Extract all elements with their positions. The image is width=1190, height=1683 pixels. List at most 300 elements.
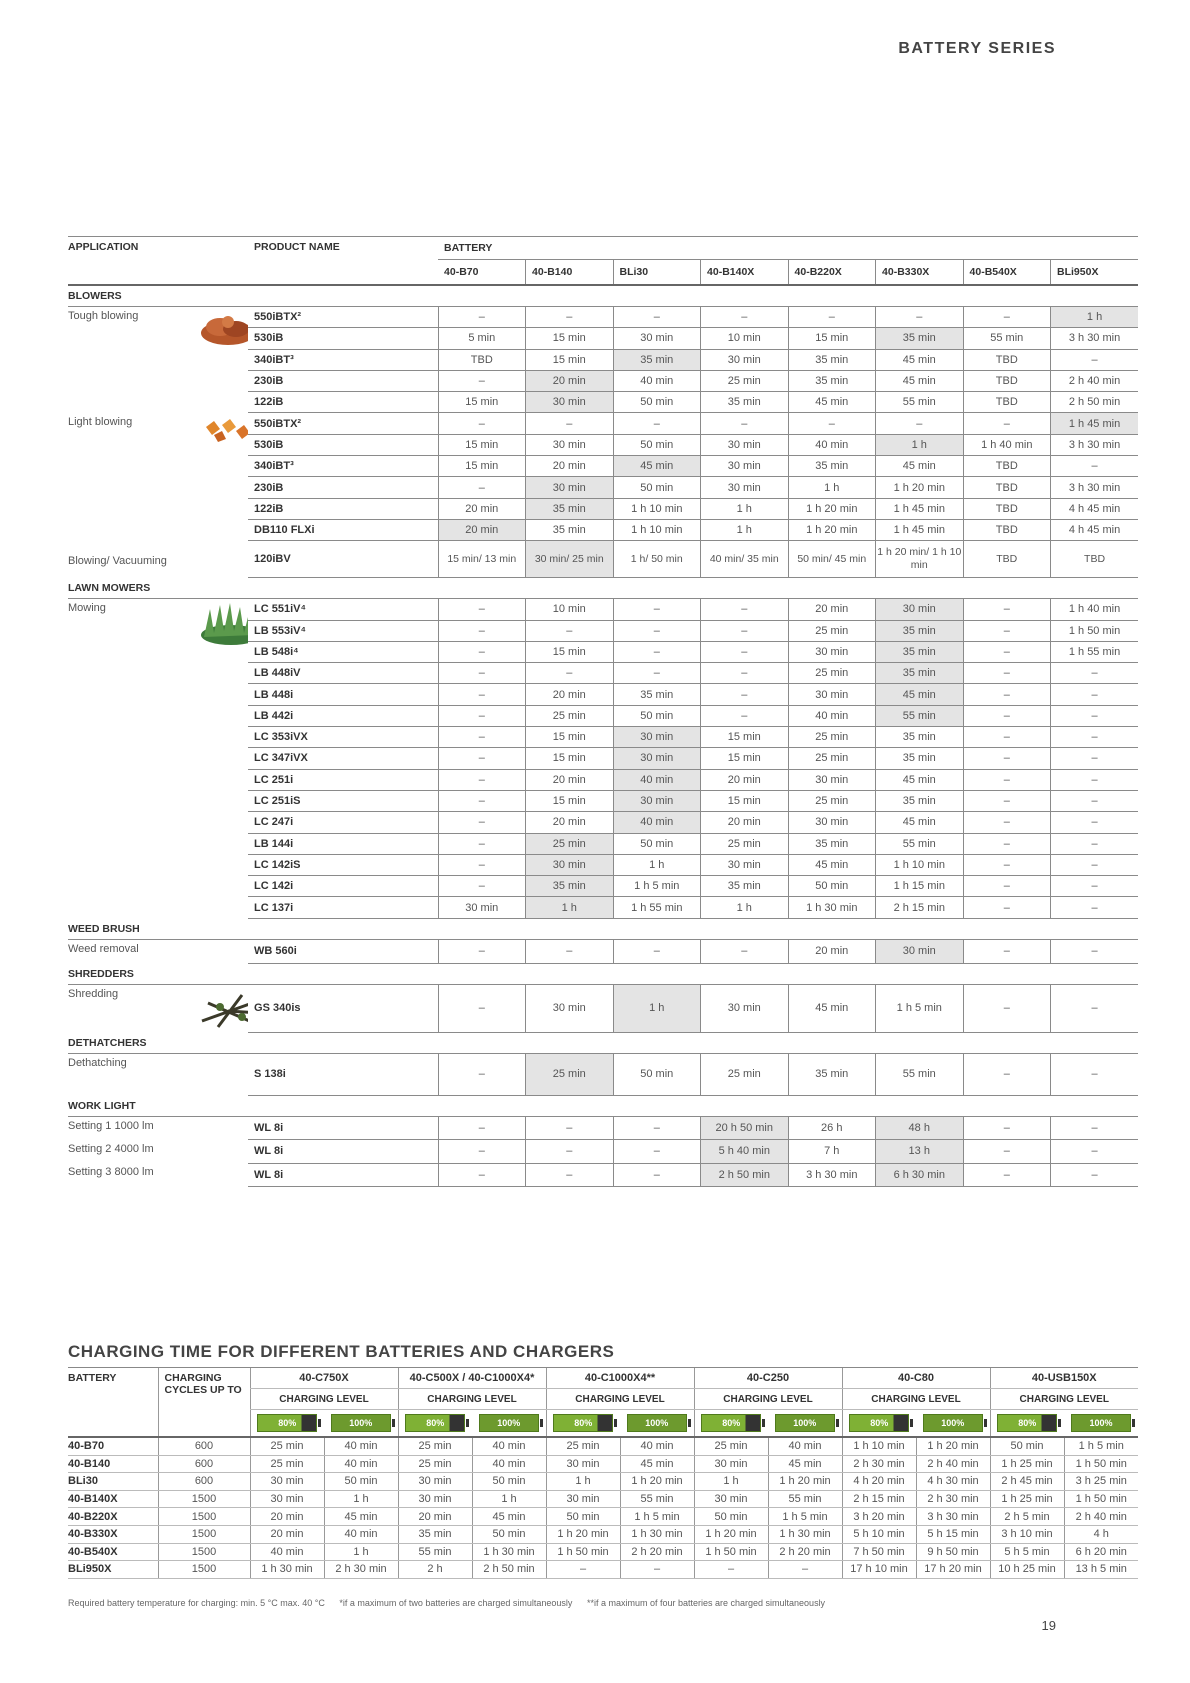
- product-row: [68, 984, 1138, 1032]
- runtime-value: 45 min: [788, 854, 876, 875]
- product-name: 530iB: [248, 328, 438, 349]
- runtime-value: –: [1051, 1053, 1139, 1095]
- battery-header: 40-B540X: [963, 260, 1051, 286]
- product-name: WB 560i: [248, 939, 438, 963]
- charging-time: 45 min: [768, 1455, 842, 1473]
- charging-time: 30 min: [546, 1455, 620, 1473]
- col-battery: BATTERY: [68, 1368, 158, 1438]
- runtime-value: 1 h 45 min: [876, 498, 964, 519]
- charging-time: 4 h: [1064, 1525, 1138, 1543]
- runtime-value: 55 min: [876, 1053, 964, 1095]
- runtime-value: –: [963, 684, 1051, 705]
- runtime-value: –: [1051, 769, 1139, 790]
- footnote-four-batteries: **if a maximum of four batteries are charged simultaneously: [586, 1598, 826, 1608]
- runtime-value: 30 min: [526, 392, 614, 413]
- runtime-value: –: [963, 984, 1051, 1032]
- level-cell: [990, 1410, 1064, 1438]
- charging-time: 20 min: [250, 1525, 324, 1543]
- runtime-value: 25 min: [526, 705, 614, 726]
- charging-time: 6 h 20 min: [1064, 1543, 1138, 1561]
- product-row: [68, 307, 1138, 328]
- charging-time: 1 h: [546, 1473, 620, 1491]
- charging-time: 1 h 50 min: [694, 1543, 768, 1561]
- section-row: [68, 918, 1138, 939]
- battery-80-icon: 80%: [405, 1414, 465, 1432]
- runtime-value: –: [963, 769, 1051, 790]
- runtime-value: –: [438, 684, 526, 705]
- runtime-value: 3 h 30 min: [1051, 328, 1139, 349]
- charging-time: 25 min: [250, 1455, 324, 1473]
- charging-cycles: 1500: [158, 1490, 250, 1508]
- runtime-value: –: [438, 620, 526, 641]
- runtime-value: 5 min: [438, 328, 526, 349]
- runtime-value: 35 min: [876, 328, 964, 349]
- runtime-value: –: [701, 684, 789, 705]
- runtime-value: 30 min: [438, 897, 526, 918]
- product-name: LB 448i: [248, 684, 438, 705]
- charging-row: [68, 1508, 1138, 1526]
- runtime-value: 50 min: [613, 477, 701, 498]
- product-name: 120iBV: [248, 541, 438, 578]
- runtime-value: 1 h: [788, 477, 876, 498]
- section-row: [68, 285, 1138, 307]
- runtime-value: 1 h 20 min/ 1 h 10 min: [876, 541, 964, 578]
- charger-header: 40-USB150X: [990, 1368, 1138, 1389]
- product-name: GS 340is: [248, 984, 438, 1032]
- runtime-value: 15 min: [438, 434, 526, 455]
- battery-name: 40-B540X: [68, 1543, 158, 1561]
- runtime-value: –: [438, 748, 526, 769]
- runtime-value: 50 min: [613, 392, 701, 413]
- runtime-value: –: [438, 833, 526, 854]
- runtime-value: 1 h: [613, 854, 701, 875]
- charging-time: 5 h 10 min: [842, 1525, 916, 1543]
- runtime-value: 35 min: [788, 370, 876, 391]
- product-row: [68, 1140, 1138, 1163]
- runtime-value: 35 min: [526, 498, 614, 519]
- charging-time: 1 h 20 min: [694, 1525, 768, 1543]
- runtime-value: –: [963, 897, 1051, 918]
- application-label: Blowing/ Vacuuming: [68, 554, 167, 567]
- runtime-value: 30 min: [701, 349, 789, 370]
- runtime-value: 2 h 40 min: [1051, 370, 1139, 391]
- charging-time: 30 min: [398, 1490, 472, 1508]
- runtime-value: 55 min: [963, 328, 1051, 349]
- battery-100-icon: 100%: [923, 1414, 983, 1432]
- charging-cycles: 1500: [158, 1508, 250, 1526]
- charging-time: 45 min: [324, 1508, 398, 1526]
- charging-time: 25 min: [398, 1455, 472, 1473]
- runtime-value: 15 min: [526, 349, 614, 370]
- product-row: [68, 1053, 1138, 1095]
- runtime-value: 1 h 10 min: [876, 854, 964, 875]
- runtime-value: 25 min: [788, 663, 876, 684]
- runtime-value: 35 min: [876, 748, 964, 769]
- runtime-value: 1 h: [1051, 307, 1139, 328]
- runtime-value: 26 h: [788, 1116, 876, 1140]
- runtime-value: –: [1051, 1116, 1139, 1140]
- product-name: LC 251i: [248, 769, 438, 790]
- charging-time: 1 h 25 min: [990, 1455, 1064, 1473]
- runtime-value: –: [1051, 876, 1139, 897]
- runtime-value: –: [438, 790, 526, 811]
- battery-header: 40-B140: [526, 260, 614, 286]
- runtime-value: 20 h 50 min: [701, 1116, 789, 1140]
- runtime-value: 15 min: [526, 641, 614, 662]
- runtime-value: 45 min: [876, 349, 964, 370]
- charging-time: 1 h 30 min: [250, 1561, 324, 1579]
- runtime-value: –: [438, 876, 526, 897]
- runtime-value: 45 min: [876, 769, 964, 790]
- runtime-value: 20 min: [788, 599, 876, 620]
- charging-time: 1 h 20 min: [916, 1437, 990, 1455]
- charging-time: 2 h 40 min: [916, 1455, 990, 1473]
- runtime-value: –: [526, 663, 614, 684]
- charging-time: 13 h 5 min: [1064, 1561, 1138, 1579]
- runtime-value: –: [963, 748, 1051, 769]
- product-name: LC 251iS: [248, 790, 438, 811]
- charging-time: 4 h 30 min: [916, 1473, 990, 1491]
- runtime-value: 45 min: [876, 812, 964, 833]
- charging-time: 5 h 15 min: [916, 1525, 990, 1543]
- runtime-value: –: [526, 620, 614, 641]
- charging-title: CHARGING TIME FOR DIFFERENT BATTERIES AND CHARGERS: [68, 1342, 615, 1361]
- charging-time: 4 h 20 min: [842, 1473, 916, 1491]
- charging-time: 1 h 30 min: [472, 1543, 546, 1561]
- runtime-value: 1 h/ 50 min: [613, 541, 701, 578]
- runtime-value: 55 min: [876, 392, 964, 413]
- runtime-value: –: [701, 939, 789, 963]
- runtime-value: –: [963, 812, 1051, 833]
- runtime-value: 30 min: [526, 854, 614, 875]
- runtime-value: 20 min: [438, 519, 526, 540]
- battery-100-icon: 100%: [1071, 1414, 1131, 1432]
- runtime-value: 20 min: [701, 769, 789, 790]
- product-name: LC 551iV⁴: [248, 599, 438, 620]
- product-name: 340iBT³: [248, 456, 438, 477]
- charging-time: 10 h 25 min: [990, 1561, 1064, 1579]
- runtime-value: TBD: [963, 541, 1051, 578]
- charging-time: 2 h 30 min: [916, 1490, 990, 1508]
- charging-time: 40 min: [620, 1437, 694, 1455]
- runtime-value: 30 min: [788, 641, 876, 662]
- charging-time: –: [768, 1561, 842, 1579]
- charging-time: 50 min: [324, 1473, 398, 1491]
- battery-name: 40-B70: [68, 1437, 158, 1455]
- battery-100-icon: 100%: [627, 1414, 687, 1432]
- runtime-value: 50 min: [788, 876, 876, 897]
- product-name: DB110 FLXi: [248, 519, 438, 540]
- charging-time: 2 h 30 min: [842, 1455, 916, 1473]
- runtime-value: 15 min: [701, 790, 789, 811]
- section-title: LAWN MOWERS: [68, 578, 1138, 599]
- level-cell: [620, 1410, 694, 1438]
- runtime-value: 2 h 50 min: [1051, 392, 1139, 413]
- runtime-value: –: [963, 790, 1051, 811]
- charging-time: 1 h 30 min: [768, 1525, 842, 1543]
- runtime-value: –: [613, 1163, 701, 1186]
- runtime-value: –: [963, 939, 1051, 963]
- charging-cycles: 1500: [158, 1525, 250, 1543]
- section-title: BLOWERS: [68, 285, 1138, 307]
- runtime-value: 2 h 15 min: [876, 897, 964, 918]
- battery-name: BLi30: [68, 1473, 158, 1491]
- charging-time: 40 min: [768, 1437, 842, 1455]
- runtime-value: 13 h: [876, 1140, 964, 1163]
- product-name: WL 8i: [248, 1163, 438, 1186]
- runtime-value: 35 min: [613, 349, 701, 370]
- charging-time: 1 h: [472, 1490, 546, 1508]
- runtime-value: 10 min: [701, 328, 789, 349]
- runtime-value: 50 min: [613, 705, 701, 726]
- runtime-value: 15 min: [526, 727, 614, 748]
- section-title: SHREDDERS: [68, 963, 1138, 984]
- charger-header: 40-C500X / 40-C1000X4*: [398, 1368, 546, 1389]
- runtime-value: TBD: [963, 477, 1051, 498]
- runtime-value: 40 min: [788, 705, 876, 726]
- runtime-value: 20 min: [526, 370, 614, 391]
- runtime-value: 30 min: [526, 477, 614, 498]
- runtime-value: –: [1051, 349, 1139, 370]
- product-name: 122iB: [248, 392, 438, 413]
- charging-time: –: [620, 1561, 694, 1579]
- runtime-value: –: [701, 641, 789, 662]
- charging-time: 40 min: [472, 1455, 546, 1473]
- runtime-value: –: [1051, 854, 1139, 875]
- runtime-value: 1 h 50 min: [1051, 620, 1139, 641]
- runtime-value: –: [1051, 790, 1139, 811]
- charging-time: 30 min: [398, 1473, 472, 1491]
- runtime-value: 1 h: [701, 519, 789, 540]
- runtime-value: –: [701, 599, 789, 620]
- runtime-value: 35 min: [876, 641, 964, 662]
- runtime-value: –: [613, 307, 701, 328]
- product-row: [68, 1163, 1138, 1186]
- runtime-value: 30 min: [701, 434, 789, 455]
- charging-time: 1 h 20 min: [620, 1473, 694, 1491]
- runtime-value: 1 h 10 min: [613, 519, 701, 540]
- battery-80-icon: 80%: [997, 1414, 1057, 1432]
- product-name: LC 353iVX: [248, 727, 438, 748]
- charging-time: –: [546, 1561, 620, 1579]
- runtime-value: 1 h: [613, 984, 701, 1032]
- application-label: Dethatching: [68, 1056, 127, 1069]
- runtime-value: 45 min: [876, 684, 964, 705]
- battery-name: 40-B220X: [68, 1508, 158, 1526]
- runtime-value: –: [526, 1116, 614, 1140]
- runtime-value: –: [438, 727, 526, 748]
- runtime-value: 30 min: [526, 434, 614, 455]
- application-label: Weed removal: [68, 942, 139, 955]
- charging-time: 3 h 30 min: [916, 1508, 990, 1526]
- runtime-value: TBD: [963, 349, 1051, 370]
- level-cell: [546, 1410, 620, 1438]
- runtime-value: 25 min: [701, 833, 789, 854]
- charging-time: 40 min: [324, 1525, 398, 1543]
- charging-time: 17 h 20 min: [916, 1561, 990, 1579]
- runtime-value: 1 h: [701, 498, 789, 519]
- battery-name: 40-B330X: [68, 1525, 158, 1543]
- runtime-value: –: [438, 854, 526, 875]
- charging-time: 40 min: [324, 1437, 398, 1455]
- product-name: LB 553iV⁴: [248, 620, 438, 641]
- charging-row: [68, 1543, 1138, 1561]
- runtime-value: –: [613, 641, 701, 662]
- level-cell: [1064, 1410, 1138, 1438]
- runtime-value: –: [438, 370, 526, 391]
- charging-time: 7 h 50 min: [842, 1543, 916, 1561]
- product-name: WL 8i: [248, 1140, 438, 1163]
- charging-time: 20 min: [250, 1508, 324, 1526]
- runtime-value: 50 min: [613, 833, 701, 854]
- runtime-value: 1 h 55 min: [1051, 641, 1139, 662]
- product-name: 550iBTX²: [248, 307, 438, 328]
- product-name: 230iB: [248, 370, 438, 391]
- charging-time: 3 h 20 min: [842, 1508, 916, 1526]
- level-cell: [768, 1410, 842, 1438]
- product-name: S 138i: [248, 1053, 438, 1095]
- runtime-value: –: [438, 413, 526, 434]
- charging-level-label: CHARGING LEVEL: [842, 1389, 990, 1410]
- product-name: 122iB: [248, 498, 438, 519]
- battery-80-icon: 80%: [553, 1414, 613, 1432]
- application-image: [168, 599, 248, 918]
- runtime-value: –: [438, 599, 526, 620]
- runtime-value: –: [526, 1163, 614, 1186]
- section-row: [68, 1032, 1138, 1053]
- section-title: WEED BRUSH: [68, 918, 1138, 939]
- runtime-value: 50 min: [613, 1053, 701, 1095]
- runtime-value: 35 min: [876, 790, 964, 811]
- section-title: DETHATCHERS: [68, 1032, 1138, 1053]
- runtime-value: –: [613, 1140, 701, 1163]
- runtime-value: –: [438, 663, 526, 684]
- runtime-value: 1 h 20 min: [876, 477, 964, 498]
- charging-level-label: CHARGING LEVEL: [546, 1389, 694, 1410]
- charging-time: 2 h 5 min: [990, 1508, 1064, 1526]
- charging-time: 2 h 50 min: [472, 1561, 546, 1579]
- charging-time: 45 min: [472, 1508, 546, 1526]
- leaves-pile-icon: [198, 311, 248, 350]
- product-name: LC 142iS: [248, 854, 438, 875]
- runtime-value: 5 h 40 min: [701, 1140, 789, 1163]
- charging-time: 30 min: [546, 1490, 620, 1508]
- runtime-value: 15 min: [701, 748, 789, 769]
- charging-time: 40 min: [472, 1437, 546, 1455]
- charging-time: 55 min: [768, 1490, 842, 1508]
- charging-time: 25 min: [398, 1437, 472, 1455]
- charging-time: 50 min: [694, 1508, 768, 1526]
- product-name: LB 144i: [248, 833, 438, 854]
- runtime-value: 35 min: [876, 663, 964, 684]
- application-label: Setting 3 8000 lm: [68, 1166, 154, 1179]
- runtime-value: 1 h 30 min: [788, 897, 876, 918]
- runtime-value: 3 h 30 min: [788, 1163, 876, 1186]
- charger-header-row: [68, 1368, 1138, 1389]
- runtime-value: TBD: [963, 498, 1051, 519]
- runtime-value: –: [701, 705, 789, 726]
- charging-row: [68, 1437, 1138, 1455]
- product-name: 550iBTX²: [248, 413, 438, 434]
- charging-time: 5 h 5 min: [990, 1543, 1064, 1561]
- runtime-value: –: [1051, 939, 1139, 963]
- runtime-value: –: [1051, 456, 1139, 477]
- grass-icon: [198, 603, 248, 650]
- runtime-value: 15 min: [526, 328, 614, 349]
- battery-80-icon: 80%: [257, 1414, 317, 1432]
- battery-80-icon: 80%: [701, 1414, 761, 1432]
- runtime-value: –: [613, 620, 701, 641]
- charging-time: 2 h: [398, 1561, 472, 1579]
- runtime-value: –: [1051, 684, 1139, 705]
- col-battery: BATTERY: [438, 237, 1138, 260]
- charging-time: 50 min: [472, 1525, 546, 1543]
- runtime-value: 30 min: [701, 984, 789, 1032]
- charging-row: [68, 1473, 1138, 1491]
- runtime-value: –: [1051, 833, 1139, 854]
- page-number: 19: [1041, 1618, 1056, 1633]
- charging-time: 30 min: [694, 1455, 768, 1473]
- runtime-value: –: [438, 641, 526, 662]
- charger-header: 40-C250: [694, 1368, 842, 1389]
- leaves-icon: [198, 417, 248, 446]
- battery-100-icon: 100%: [331, 1414, 391, 1432]
- application-label: Mowing: [68, 602, 106, 615]
- runtime-value: –: [963, 1163, 1051, 1186]
- runtime-value: 45 min: [876, 370, 964, 391]
- runtime-value: –: [438, 812, 526, 833]
- runtime-value: 4 h 45 min: [1051, 519, 1139, 540]
- runtime-value: –: [613, 413, 701, 434]
- runtime-value: 3 h 30 min: [1051, 434, 1139, 455]
- charging-cycles: 1500: [158, 1561, 250, 1579]
- runtime-value: 1 h 10 min: [613, 498, 701, 519]
- runtime-value: –: [526, 413, 614, 434]
- runtime-value: –: [701, 307, 789, 328]
- charging-time: 25 min: [250, 1437, 324, 1455]
- runtime-value: –: [438, 769, 526, 790]
- runtime-value: –: [438, 1116, 526, 1140]
- application-image: [168, 1140, 248, 1163]
- runtime-value: 4 h 45 min: [1051, 498, 1139, 519]
- runtime-value: –: [701, 620, 789, 641]
- product-row: [68, 599, 1138, 620]
- charging-cycles: 600: [158, 1473, 250, 1491]
- battery-header: 40-B220X: [788, 260, 876, 286]
- runtime-value: 30 min: [788, 769, 876, 790]
- level-cell: [694, 1410, 768, 1438]
- battery-name: BLi950X: [68, 1561, 158, 1579]
- application-label: Shredding: [68, 987, 119, 1000]
- application-image: [168, 413, 248, 541]
- product-row: [68, 413, 1138, 434]
- runtime-value: 1 h 20 min: [788, 498, 876, 519]
- runtime-value: 50 min/ 45 min: [788, 541, 876, 578]
- product-name: LC 142i: [248, 876, 438, 897]
- charging-time: 1 h 50 min: [546, 1543, 620, 1561]
- runtime-value: 25 min: [788, 748, 876, 769]
- battery-header: 40-B70: [438, 260, 526, 286]
- charging-time: 30 min: [694, 1490, 768, 1508]
- runtime-value: 1 h 45 min: [1051, 413, 1139, 434]
- runtime-value: 20 min: [526, 812, 614, 833]
- product-name: 530iB: [248, 434, 438, 455]
- runtime-value: 1 h 20 min: [788, 519, 876, 540]
- charging-cycles: 600: [158, 1437, 250, 1455]
- runtime-value: 30 min: [613, 328, 701, 349]
- charger-header: 40-C80: [842, 1368, 990, 1389]
- runtime-value: –: [963, 876, 1051, 897]
